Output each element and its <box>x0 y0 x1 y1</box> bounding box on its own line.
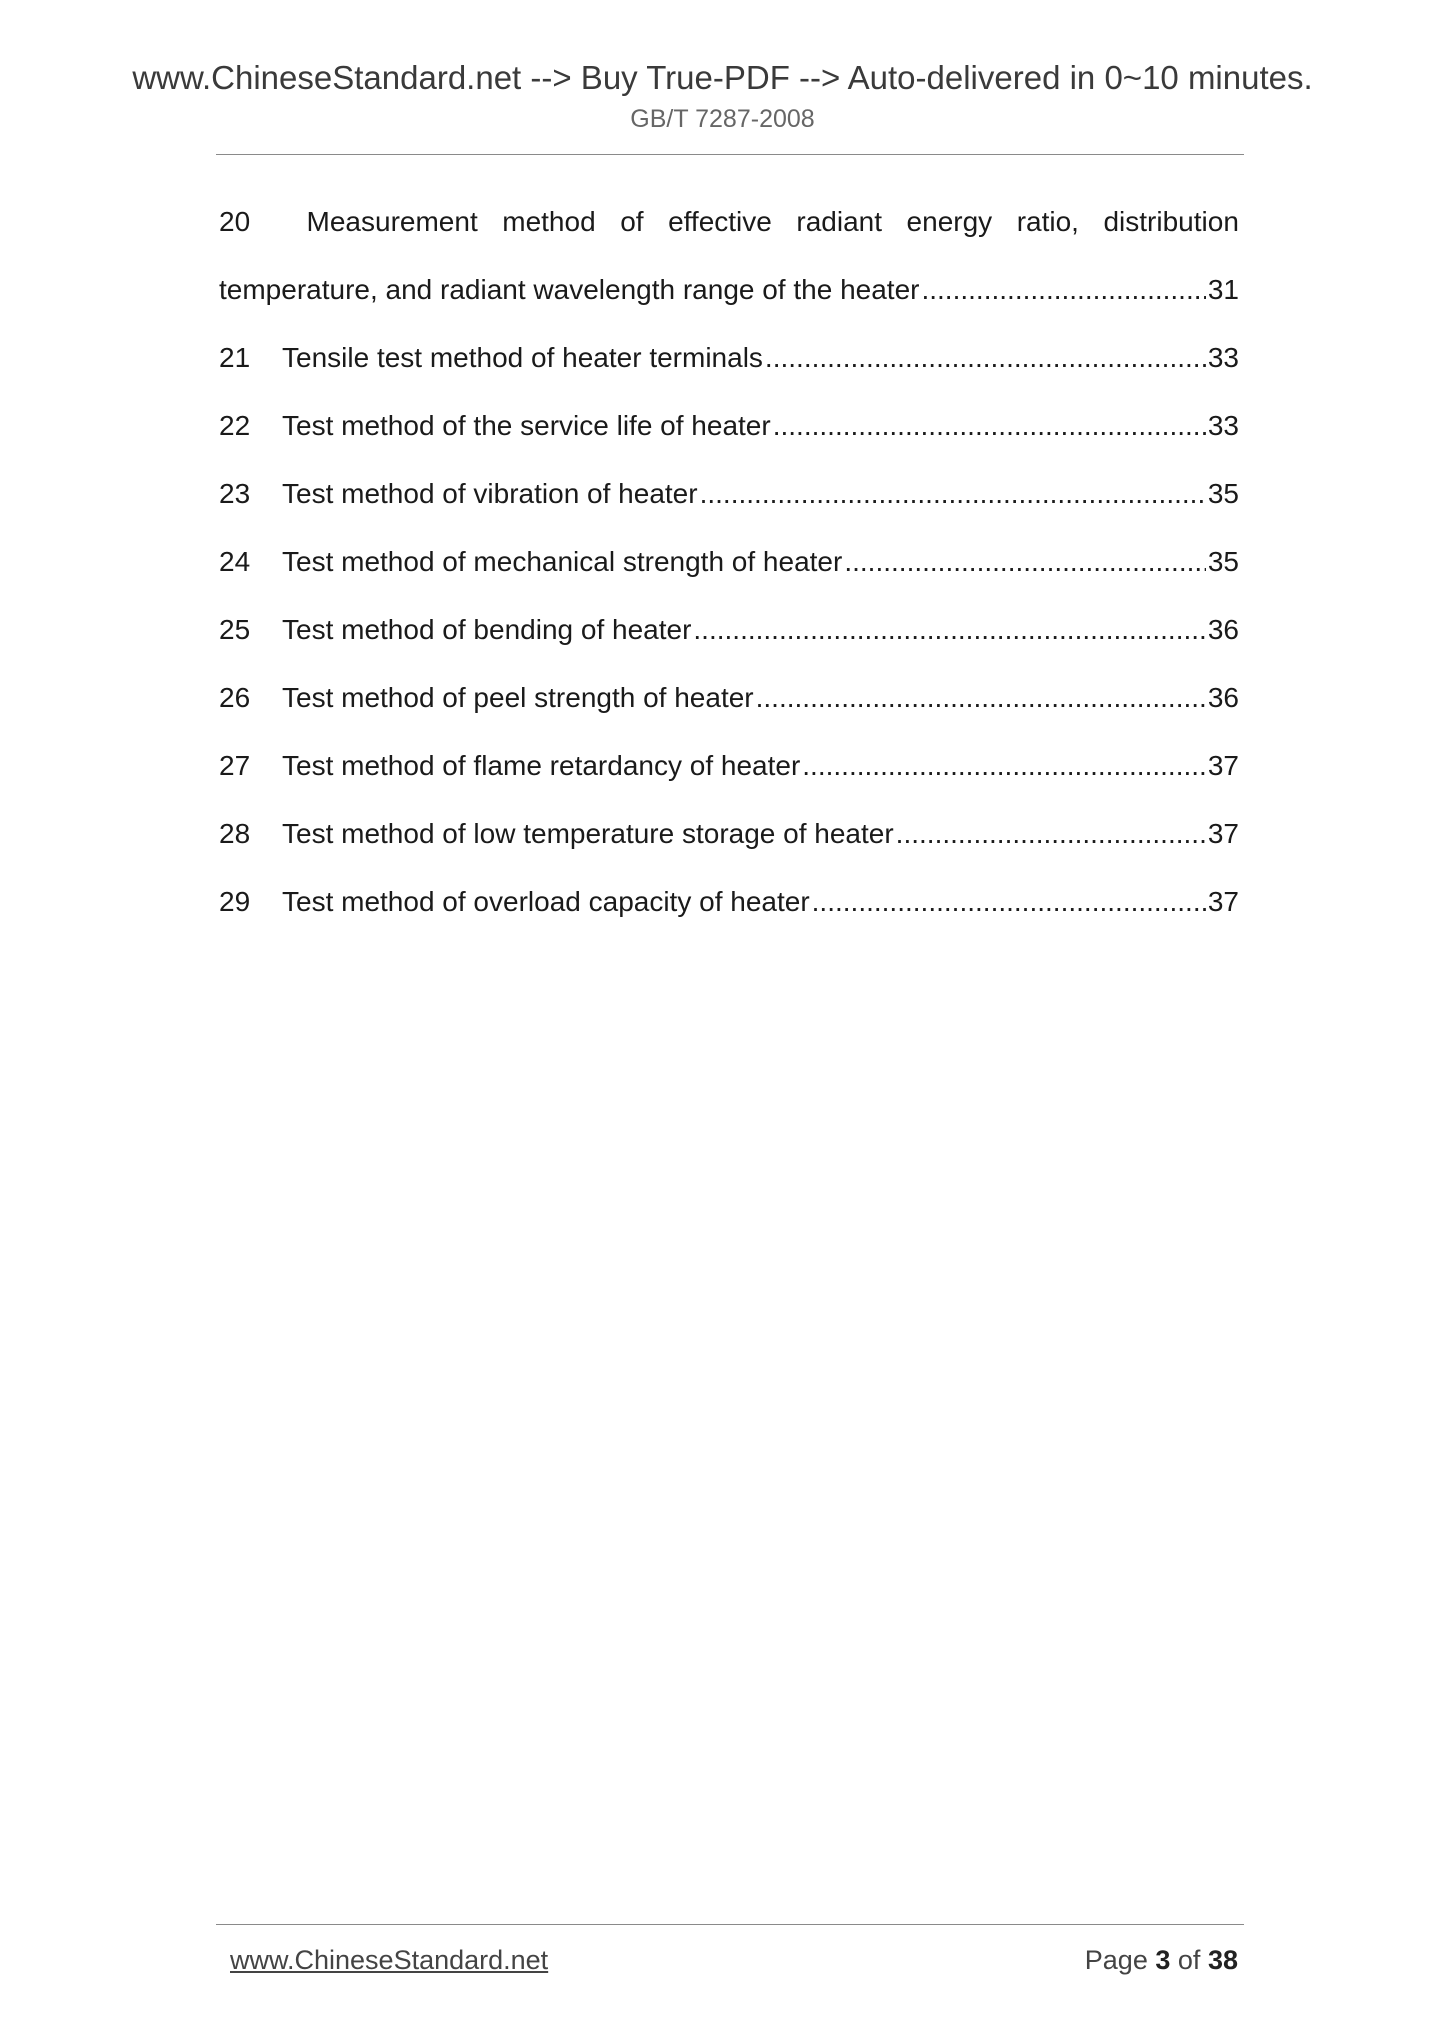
toc-entry-title: Test method of bending of heater <box>282 614 692 645</box>
toc-word: of <box>620 206 644 237</box>
page-of: of <box>1177 1945 1201 1975</box>
toc-entry-number: 27 <box>219 750 251 781</box>
toc-word: ratio, <box>1016 206 1079 237</box>
toc-entry-number: 24 <box>219 546 251 577</box>
page-indicator <box>1085 1942 1238 1978</box>
toc-entry[interactable] <box>219 868 1239 936</box>
toc-dot-leader <box>802 732 1206 800</box>
toc-entry[interactable] <box>219 596 1239 664</box>
toc-entry-number: 25 <box>219 614 251 645</box>
toc-entry-page: 33 <box>1207 410 1239 441</box>
toc-entry-page: 36 <box>1207 614 1239 645</box>
toc-entry-page: 36 <box>1207 682 1239 713</box>
toc-entry[interactable] <box>219 392 1239 460</box>
page-total: 38 <box>1207 1945 1238 1975</box>
toc-dot-leader <box>896 800 1206 868</box>
toc-word: energy <box>906 206 993 237</box>
standard-code: GB/T 7287-2008 <box>630 105 815 133</box>
header-divider <box>216 154 1244 155</box>
toc-word: radiant <box>796 206 883 237</box>
toc-entry-number: 23 <box>219 478 251 509</box>
toc-entry-title: Tensile test method of heater terminals <box>282 342 763 373</box>
toc-entry-title: Test method of vibration of heater <box>282 478 698 509</box>
toc-dot-leader <box>765 324 1206 392</box>
toc-entry-page: 37 <box>1207 818 1239 849</box>
toc-dot-leader <box>921 256 1205 324</box>
toc-dot-leader <box>693 596 1205 664</box>
toc-dot-leader <box>700 460 1206 528</box>
toc-entry[interactable] <box>219 800 1239 868</box>
toc-dot-leader <box>756 664 1206 732</box>
footer-divider <box>216 1924 1244 1925</box>
toc-dot-leader <box>844 528 1206 596</box>
toc-entry-title: temperature, and radiant wavelength range of the heater <box>219 274 920 305</box>
toc-entry-number: 26 <box>219 682 251 713</box>
toc-entry[interactable] <box>219 664 1239 732</box>
toc-entry-number: 29 <box>219 886 251 917</box>
toc-word: effective <box>668 206 772 237</box>
toc-entry-title: Test method of peel strength of heater <box>282 682 754 713</box>
toc-entry-page: 35 <box>1207 478 1239 509</box>
table-of-contents <box>219 188 1239 936</box>
toc-entry[interactable] <box>219 732 1239 800</box>
footer-site-link[interactable]: www.ChineseStandard.net <box>230 1945 549 1975</box>
toc-entry-page: 33 <box>1207 342 1239 373</box>
toc-entry-20[interactable] <box>219 188 1239 324</box>
toc-entry-page: 37 <box>1207 750 1239 781</box>
toc-entry-number: 20 <box>219 206 251 237</box>
toc-entry-page: 31 <box>1207 274 1239 305</box>
toc-entry-number: 22 <box>219 410 251 441</box>
toc-word: method <box>502 206 596 237</box>
toc-entry-number: 28 <box>219 818 251 849</box>
toc-entry-title: Test method of the service life of heater <box>282 410 771 441</box>
toc-word: Measurement <box>306 206 478 237</box>
toc-entry-page: 35 <box>1207 546 1239 577</box>
page-prefix: Page <box>1084 1945 1148 1975</box>
toc-dot-leader <box>812 868 1206 936</box>
header-banner: www.ChineseStandard.net --> Buy True-PDF --> Auto-delivered in 0~10 minutes. <box>132 59 1313 96</box>
page-footer <box>230 1942 1238 1978</box>
toc-entry-20-line2 <box>219 256 1239 324</box>
toc-entry-title: Test method of mechanical strength of heater <box>282 546 843 577</box>
page-header <box>0 56 1445 136</box>
toc-entry[interactable] <box>219 528 1239 596</box>
toc-entry-title: Test method of flame retardancy of heater <box>282 750 801 781</box>
toc-dot-leader <box>773 392 1206 460</box>
toc-entry-page: 37 <box>1207 886 1239 917</box>
toc-entry-title: Test method of low temperature storage of heater <box>282 818 894 849</box>
toc-entry-title: Test method of overload capacity of heater <box>282 886 810 917</box>
toc-entry-number: 21 <box>219 342 251 373</box>
page-current: 3 <box>1155 1945 1171 1975</box>
toc-entry[interactable] <box>219 324 1239 392</box>
toc-entry[interactable] <box>219 460 1239 528</box>
toc-word: distribution <box>1103 206 1239 237</box>
toc-entry-20-line1 <box>219 188 1239 256</box>
